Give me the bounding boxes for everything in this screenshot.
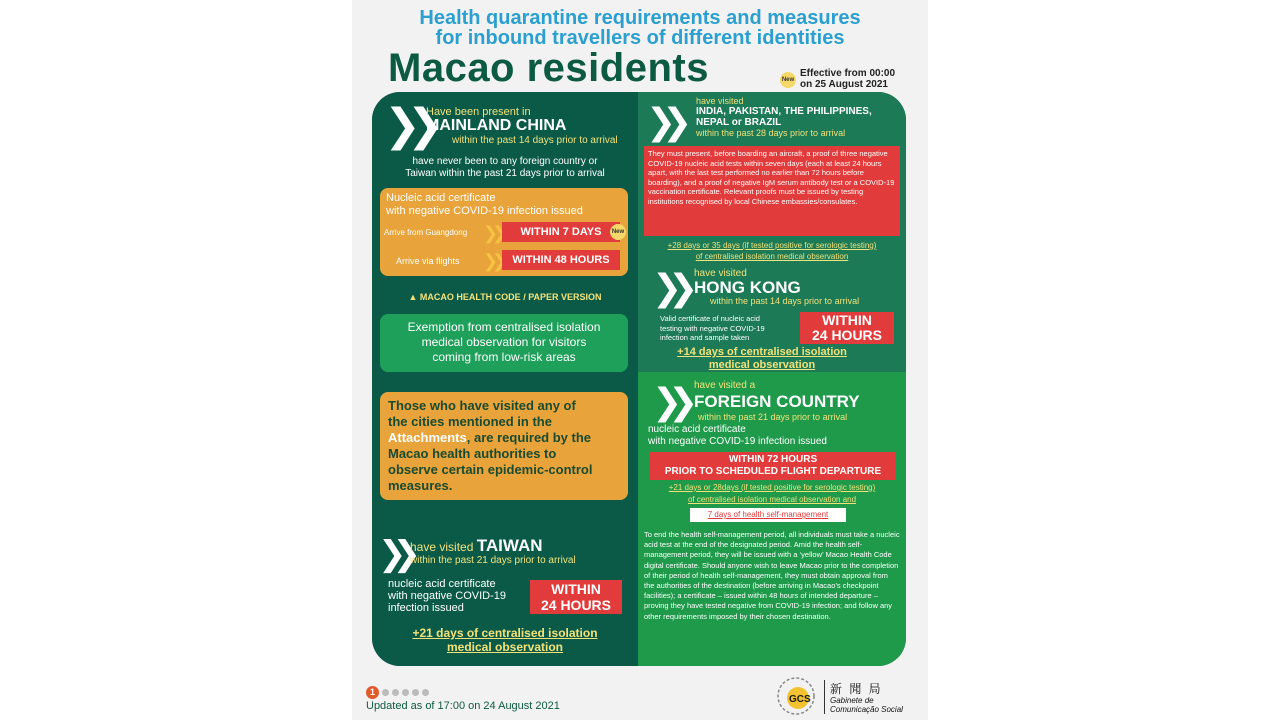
title-line-2: for inbound travellers of different identities (435, 27, 845, 49)
india-period: within the past 28 days prior to arrival (696, 128, 846, 138)
hk-place: HONG KONG (694, 278, 801, 297)
hk-within (800, 312, 894, 344)
hk-isolation (662, 346, 862, 372)
foreign-iso-1: +21 days or 28days (if tested positive for serologic testing) (668, 483, 876, 492)
taiwan-period: within the past 21 days prior to arrival (410, 555, 576, 566)
exemption-box (380, 314, 628, 372)
mainland-period: within the past 14 days prior to arrival (452, 135, 618, 146)
page-dot[interactable] (392, 689, 399, 696)
updated-text: Updated as of 17:00 on 24 August 2021 (366, 700, 560, 712)
row1-value (502, 222, 620, 242)
gcs-logo-icon (776, 676, 816, 716)
chevron-icon-hk: ❯❯ (652, 267, 685, 308)
hk-within-1: WITHIN (822, 312, 872, 328)
taiwan-pre: have visited (410, 540, 474, 554)
row2-value: WITHIN 48 HOURS (502, 250, 620, 270)
foreign-within (650, 452, 896, 480)
cities-line-4: Macao health authorities to (388, 446, 557, 461)
poster (352, 0, 928, 720)
india-isolation (642, 240, 902, 262)
cities-line-1: Those who have visited any of (388, 398, 576, 413)
new-badge-guangdong: New (610, 224, 626, 240)
india-notice: They must present, before boarding an aircraft, a proof of three negative COVID-19 nucleic acid tests within seven days (each at least 24 hours apart, with the last test performed no earlier than 72 hours before boarding), and a proof of negative IgM serum antibody test or a COVID-19 vaccination certificate. Relevant proofs must be issued by testing institutions recognised by local Chinese embassies/consulates. (644, 146, 900, 236)
foreign-place: FOREIGN COUNTRY (694, 392, 860, 411)
cert-line-1: Nucleic acid certificate (386, 192, 496, 204)
logo-pt-2: Comunicação Social (830, 705, 903, 714)
cert-box (380, 188, 628, 276)
effective-line-1: Effective from 00:00 (800, 68, 896, 79)
taiwan-within-1: WITHIN (551, 581, 601, 597)
india-place (696, 106, 872, 128)
taiwan-place: TAIWAN (476, 536, 543, 555)
cities-box (380, 392, 628, 500)
foreign-pre: have visited a (694, 380, 756, 391)
foreign-within-1: WITHIN 72 HOURS (728, 454, 818, 465)
chevron-small-icon: ❯❯ (483, 223, 502, 243)
row2-label: Arrive via flights (396, 256, 460, 266)
india-iso-1: +28 days or 35 days (if tested positive for serologic testing) (667, 241, 877, 250)
foreign-cert (648, 424, 827, 448)
taiwan-cert-3: infection issued (388, 602, 464, 614)
logo-abbr: GCS (789, 694, 811, 705)
exemption-line-3: coming from low-risk areas (432, 350, 576, 364)
new-badge: New (780, 72, 796, 88)
hk-cert (660, 314, 765, 343)
india-place-2: NEPAL or BRAZIL (696, 117, 782, 128)
logo-cn: 新 聞 局 (830, 682, 883, 696)
cities-line-5: observe certain epidemic-control (388, 462, 593, 477)
poster-title (352, 8, 928, 48)
taiwan-cert (388, 578, 506, 614)
page-dot-active[interactable]: 1 (366, 686, 379, 699)
cities-line-6: measures. (388, 478, 453, 493)
cities-line-2: the cities mentioned in the (388, 414, 552, 429)
foreign-note: To end the health self-management period, all individuals must take a nucleic acid test at the end of the designated period. Amid the health self-management period, they will be issued with a ‘yellow’ Macao Health Code digital certificate. Should anyone wish to leave Macao prior to the completion of their period of health self-management, they must obtain approval from the authorities of the destination (before arriving in Macao’s checkpoint facilities); a certificate – issued within 48 hours of intended departure – proving they have tested negative from COVID-19 infection; and follow any other requirements imposed by their chosen destination. (644, 530, 900, 621)
hk-iso-2: medical observation (708, 359, 816, 371)
effective-line-2: on 25 August 2021 (800, 79, 888, 90)
never-line-2: Taiwan within the past 21 days prior to arrival (405, 168, 605, 179)
hk-period: within the past 14 days prior to arrival (710, 296, 860, 306)
cert-line-2: with negative COVID-19 infection issued (386, 205, 583, 217)
india-iso-2: of centralised isolation medical observation (695, 252, 849, 261)
taiwan-heading (410, 536, 543, 556)
mainland-never (382, 156, 628, 180)
page-dot[interactable] (422, 689, 429, 696)
logo-pt (830, 696, 903, 714)
hk-cert-1: Valid certificate of nucleic acid (660, 314, 760, 323)
taiwan-cert-1: nucleic acid certificate (388, 578, 496, 590)
logo-pt-1: Gabinete de (830, 696, 874, 705)
hk-iso-1: +14 days of centralised isolation (677, 346, 847, 358)
mainland-pre: Have been present in (426, 106, 531, 118)
main-title: Macao residents (388, 46, 709, 90)
hk-cert-3: infection and sample taken (660, 333, 750, 342)
exemption-line-1: Exemption from centralised isolation (407, 320, 601, 334)
health-code-label: ▲ MACAO HEALTH CODE / PAPER VERSION (408, 292, 602, 302)
cert-text (386, 192, 583, 218)
taiwan-iso-2: medical observation (446, 640, 564, 654)
foreign-period: within the past 21 days prior to arrival (698, 412, 848, 422)
logo-divider (824, 680, 825, 714)
taiwan-within (530, 580, 622, 614)
chevron-icon-taiwan: ❯❯ (378, 535, 407, 573)
page-dot[interactable] (402, 689, 409, 696)
row1-value-text: WITHIN 7 DAYS (520, 226, 602, 238)
row1-label: Arrive from Guangdong (384, 228, 468, 237)
foreign-isolation (644, 482, 900, 506)
foreign-within-2: PRIOR TO SCHEDULED FLIGHT DEPARTURE (664, 466, 882, 477)
exemption-line-2: medical observation for visitors (421, 335, 587, 349)
cities-line-3 (388, 430, 620, 446)
chevron-small-icon-2: ❯❯ (483, 251, 502, 271)
page-dot[interactable] (412, 689, 419, 696)
chevron-icon-foreign: ❯❯ (652, 381, 685, 422)
foreign-cert-1: nucleic acid certificate (648, 424, 746, 435)
taiwan-iso-1: +21 days of centralised isolation (412, 626, 598, 640)
page-dot[interactable] (382, 689, 389, 696)
never-line-1: have never been to any foreign country or (412, 156, 598, 167)
main-card (372, 92, 906, 666)
india-place-1: INDIA, PAKISTAN, THE PHILIPPINES, (696, 106, 872, 117)
foreign-iso-2: of centralised isolation medical observation and (687, 495, 857, 504)
attachments-link[interactable]: Attachments (388, 430, 467, 445)
cities-line-3b: , are required by the (466, 430, 592, 445)
chevron-icon-india: ❯❯ (646, 101, 679, 142)
taiwan-isolation (382, 626, 628, 654)
hk-cert-2: testing with negative COVID-19 (660, 323, 765, 333)
self-management-box: 7 days of health self-management (690, 508, 846, 522)
foreign-cert-2: with negative COVID-19 infection issued (648, 436, 827, 447)
hk-pre: have visited (694, 268, 747, 279)
taiwan-cert-2: with negative COVID-19 (388, 590, 506, 602)
title-line-1: Health quarantine requirements and measures (419, 7, 861, 29)
chevron-icon: ❯❯ (384, 101, 430, 150)
mainland-place: MAINLAND CHINA (426, 117, 567, 134)
taiwan-within-2: 24 HOURS (540, 597, 612, 613)
effective-date (800, 68, 895, 90)
india-pre: have visited (696, 96, 744, 106)
hk-within-2: 24 HOURS (811, 327, 883, 343)
